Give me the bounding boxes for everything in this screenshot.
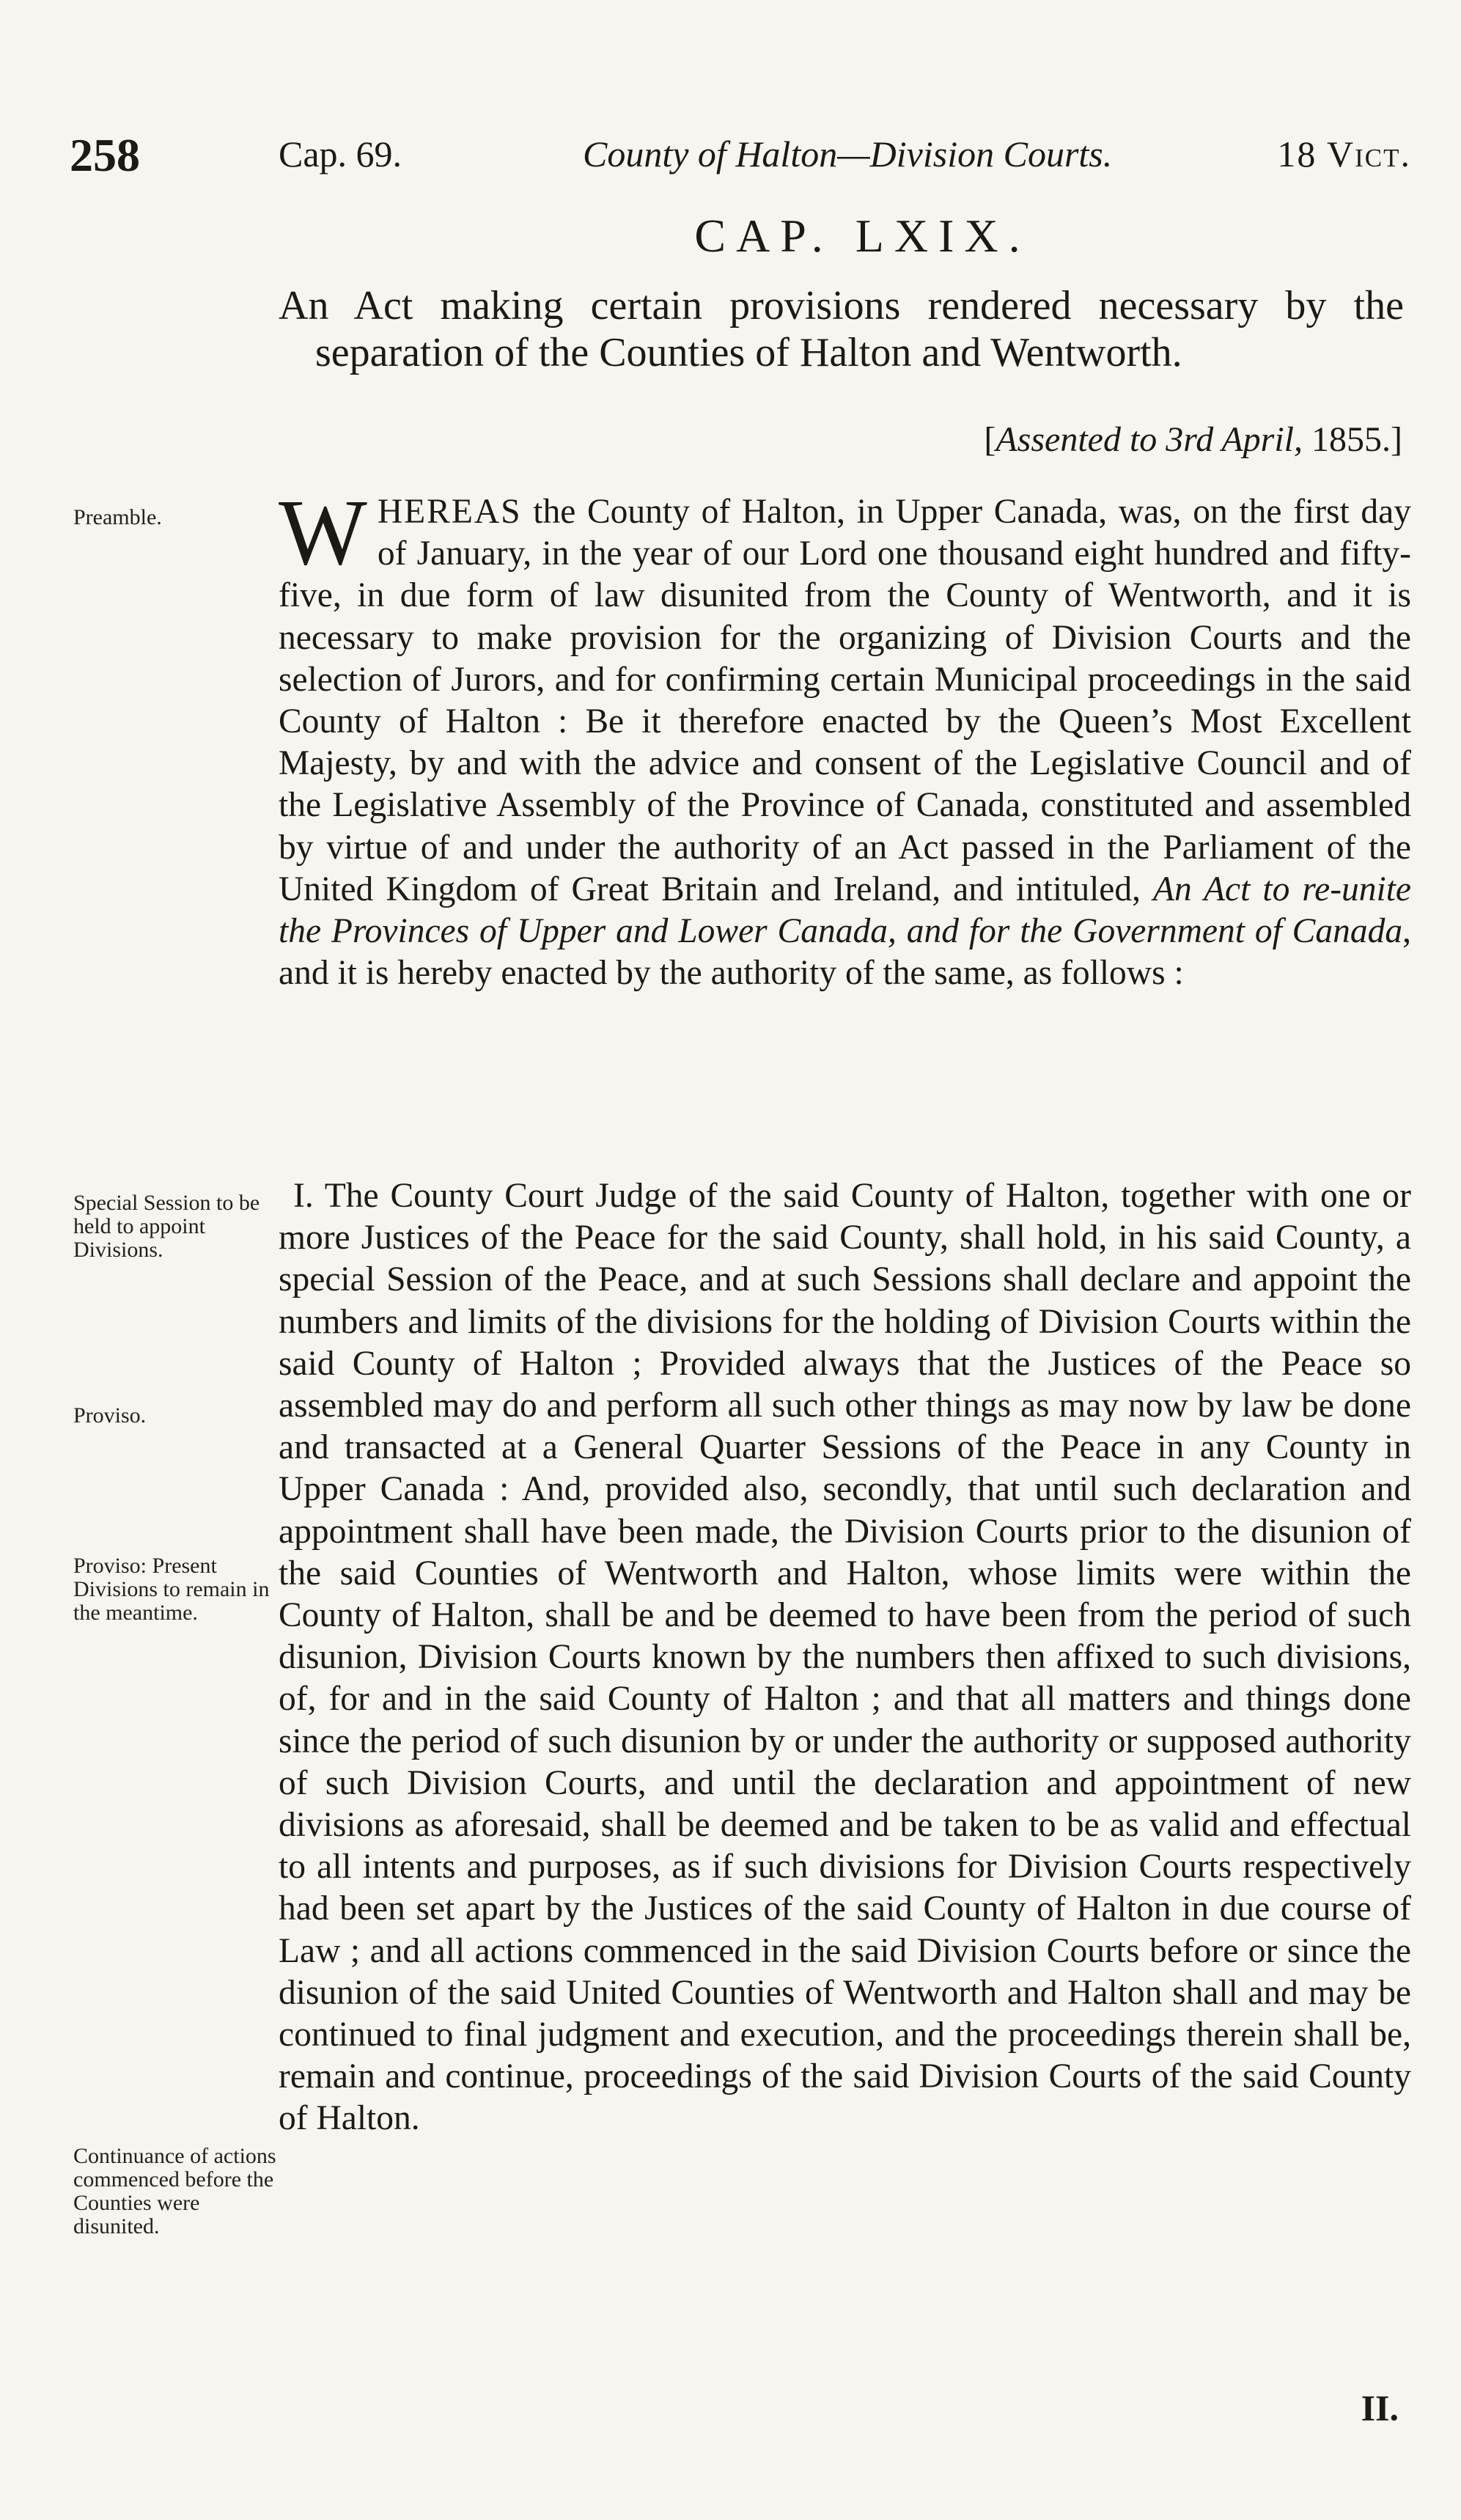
- header-regnal-year: 18 Vict.: [1277, 133, 1411, 175]
- assent-open: [: [984, 420, 996, 459]
- drop-cap: W: [279, 480, 367, 584]
- section-1-paragraph: [279, 1175, 1411, 2140]
- margin-note-continuance: Continuance of actions commenced before the Counties were disunited.: [73, 2144, 276, 2238]
- chapter-heading: CAP. LXIX.: [694, 210, 1031, 262]
- preamble-text-2: , and it is hereby enacted by the authority of the same, as follows :: [279, 912, 1411, 993]
- running-header: [70, 128, 1411, 187]
- preamble-act-citation: An Act to re-unite the Provinces of Upper and Lower Canada, and for the Government of Canada: [279, 870, 1411, 951]
- assent-line: [984, 419, 1402, 460]
- assent-year: 1855.]: [1303, 420, 1402, 459]
- margin-note-proviso-present: Proviso: Present Divisions to remain in the meantime.: [73, 1554, 270, 1625]
- header-running-title: County of Halton—Division Courts.: [583, 133, 1113, 175]
- assent-date: Assented to 3rd April,: [996, 420, 1303, 459]
- preamble-paragraph: [279, 480, 1411, 994]
- page-number: 258: [70, 129, 140, 181]
- section-1-text: The County Court Judge of the said County of Halton, together with one or more Justices of the Peace for the said County, shall hold, in his said County, a special Session of the Peace, and at such Sessions shall declare and appoint the numbers and limits of the divisions for the holding of Division Courts within the said County of Halton ; Provided always that the Justices of the Peace so assembled may do and perform all such other things as may now by law be done and transacted at a General Quarter Sessions of the Peace in any County in Upper Canada : And, provided also, secondly, that until such declaration and appointment shall have been made, the Division Courts prior to the disunion of the said Counties of Wentworth and Halton, whose limits were within the County of Halton, shall be and be deemed to have been from the period of such disunion, Division Courts known by the numbers then affixed to such divisions, of, for and in the said County of Halton ; and that all matters and things done since the period of such disunion by or under the authority or supposed authority of such Division Courts, and until the declaration and appointment of new divisions as aforesaid, shall be deemed and be taken to be as valid and effectual to all intents and purposes, as if such divisions for Division Courts respectively had been set apart by the Justices of the said County of Halton in due course of Law ; and all actions commenced in the said Division Courts before or since the disunion of the said United Counties of Wentworth and Halton shall and may be continued to final judgment and execution, and the proceedings therein shall be, remain and continue, proceedings of the said Division Courts of the said County of Halton.: [279, 1177, 1411, 2138]
- margin-note-preamble: Preamble.: [73, 505, 162, 529]
- preamble-text-1: the County of Halton, in Upper Canada, was, on the first day of January, in the year of our Lord one thousand eight hundred and fifty-five, in due form of law disunited from the County of Wentworth, and it is necessary to make provision for the organizing of Division Courts and the selection of Jurors, and for confirming certain Municipal proceedings in the said County of Halton : Be it therefore enacted by the Queen’s Most Excellent Majesty, by and with the advice and consent of the Legislative Council and of the Legislative Assembly of the Province of Canada, constituted and assembled by virtue of and under the authority of an Act passed in the Parliament of the United Kingdom of Great Britain and Ireland, and intituled,: [279, 493, 1411, 908]
- margin-note-special-session: Special Session to be held to appoint Divisions.: [73, 1191, 260, 1262]
- preamble-lead: HEREAS: [377, 493, 522, 531]
- catchword: II.: [1361, 2387, 1399, 2428]
- section-number: I.: [293, 1177, 314, 1215]
- margin-note-proviso: Proviso.: [73, 1403, 147, 1428]
- act-title: An Act making certain provisions rendered necessary by the separation of the Counties of Halton and Wentworth.: [279, 283, 1404, 375]
- header-cap: Cap. 69.: [279, 133, 402, 175]
